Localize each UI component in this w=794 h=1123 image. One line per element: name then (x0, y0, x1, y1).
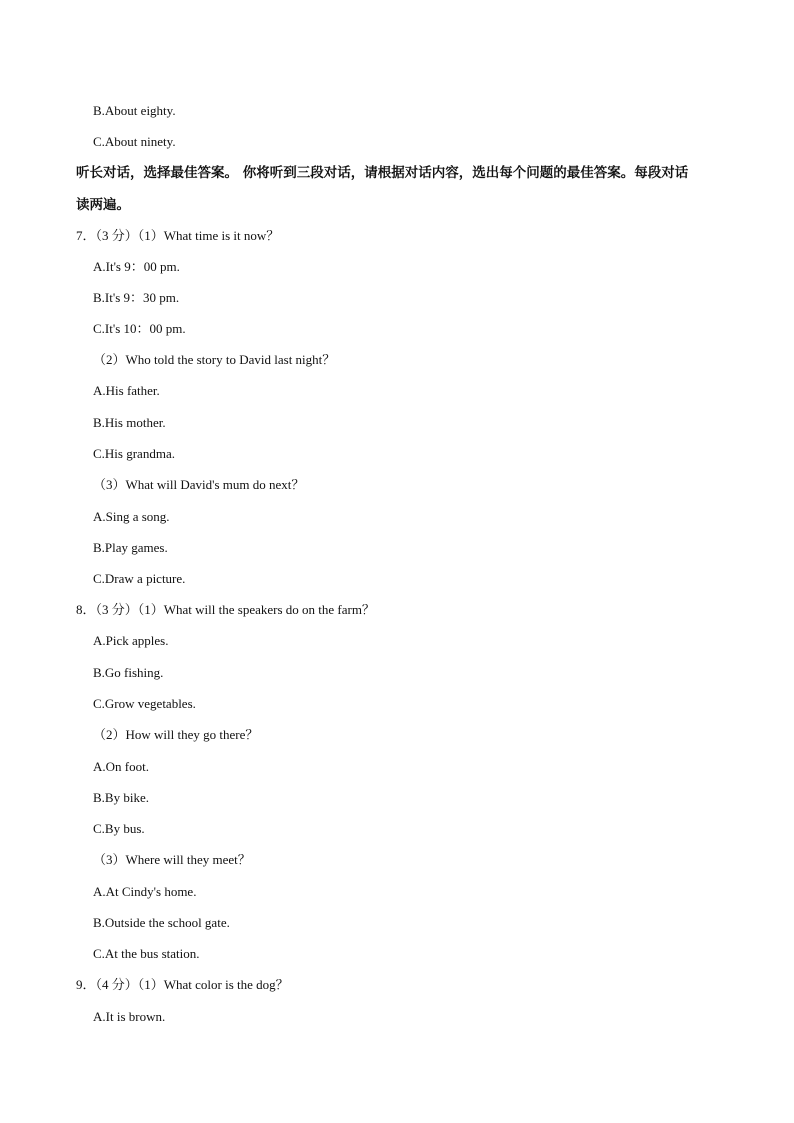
option-a: A.Sing a song. (93, 509, 170, 524)
option-c: C.By bus. (93, 821, 145, 836)
option-b: B.It's 9：30 pm. (93, 290, 180, 305)
option-c: C.His grandma. (93, 446, 175, 461)
option-a: A.Pick apples. (93, 633, 169, 648)
sub-question-2: （2）Who told the story to David last night？ (93, 352, 336, 367)
option-b: B.By bike. (93, 790, 149, 805)
option-a: A.It is brown. (93, 1009, 166, 1024)
sub-question-3: （3）Where will they meet？ (93, 852, 251, 867)
option-a: A.At Cindy's home. (93, 884, 197, 899)
option-c: C.It's 10：00 pm. (93, 321, 186, 336)
option-a: A.It's 9：00 pm. (93, 259, 180, 274)
option-b: B.His mother. (93, 415, 166, 430)
option-c: C.Draw a picture. (93, 571, 186, 586)
question-9-header: 9．（4 分）（1）What color is the dog？ (76, 977, 289, 992)
option-b: B.Outside the school gate. (93, 915, 230, 930)
sub-question-3: （3）What will David's mum do next？ (93, 477, 305, 492)
option-c: C.About ninety. (93, 134, 176, 149)
option-b: B.Play games. (93, 540, 168, 555)
section-instruction-continued: 读两遍。 (76, 197, 130, 213)
option-a: A.On foot. (93, 759, 149, 774)
section-instruction: 听长对话，选择最佳答案。 你将听到三段对话，请根据对话内容，选出每个问题的最佳答案。每段对话 (76, 165, 689, 181)
option-a: A.His father. (93, 383, 160, 398)
option-b: B.About eighty. (93, 103, 176, 118)
option-c: C.Grow vegetables. (93, 696, 196, 711)
question-8-header: 8．（3 分）（1）What will the speakers do on the farm？ (76, 602, 375, 617)
option-b: B.Go fishing. (93, 665, 164, 680)
option-c: C.At the bus station. (93, 946, 200, 961)
sub-question-2: （2）How will they go there？ (93, 727, 259, 742)
question-7-header: 7．（3 分）（1）What time is it now？ (76, 228, 280, 243)
